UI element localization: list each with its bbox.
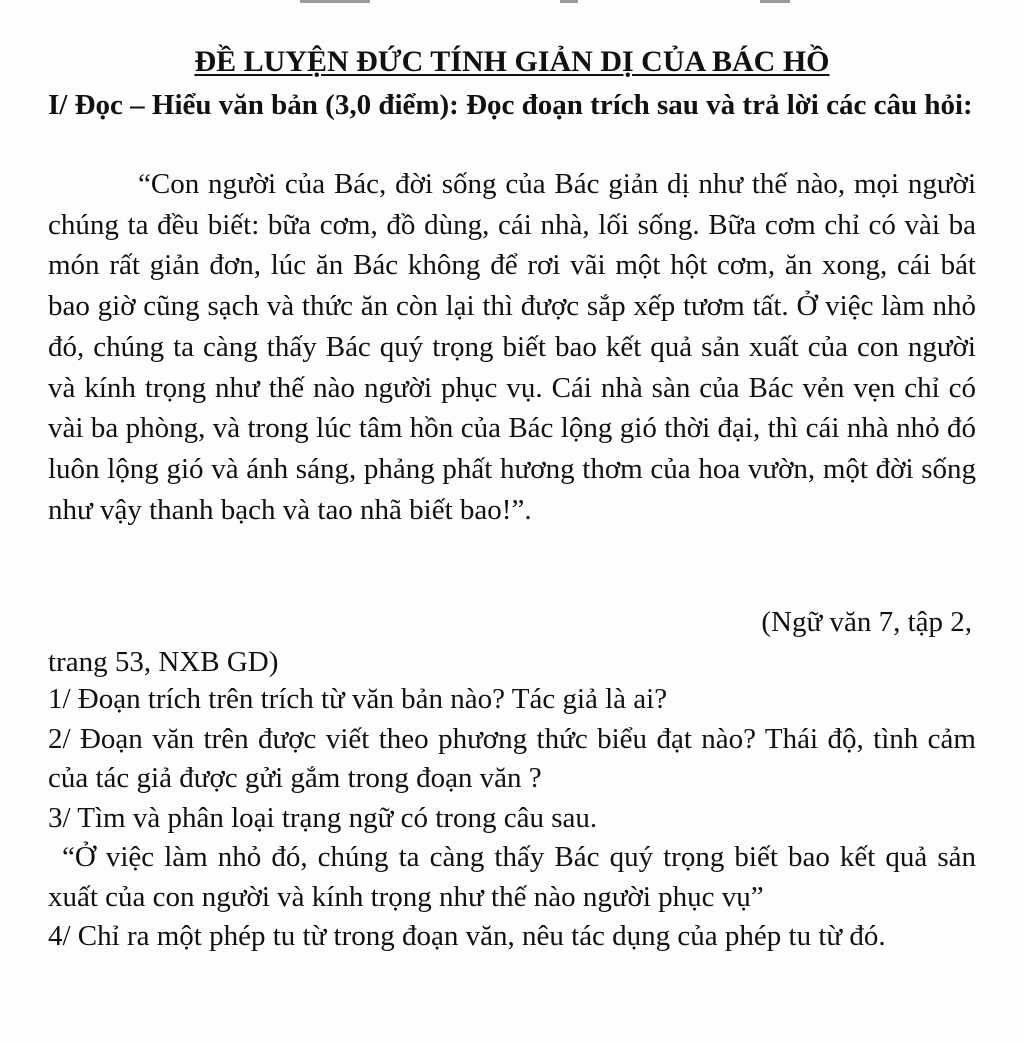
source-citation-line1: (Ngữ văn 7, tập 2, [761, 606, 972, 638]
source-citation-line2: trang 53, NXB GD) [48, 646, 279, 678]
top-edge-mark [760, 0, 790, 3]
quoted-sentence: “Ở việc làm nhỏ đó, chúng ta càng thấy Bác quý trọng biết bao kết quả sản xuất của con người và kính trọng như thế nào người phục vụ” [48, 841, 976, 913]
question-list [48, 680, 976, 957]
reading-passage: “Con người của Bác, đời sống của Bác giản dị như thế nào, mọi người chúng ta đều biết: bữa cơm, đồ dùng, cái nhà, lối sống. Bữa cơm chỉ có vài ba món rất giản đơn, lúc ăn Bác không để rơi vãi một hột cơm, ăn xong, cái bát bao giờ cũng sạch và thức ăn còn lại thì được sắp xếp tươm tất. Ở việc làm nhỏ đó, chúng ta càng thấy Bác quý trọng biết bao kết quả sản xuất của con người và kính trọng như thế nào người phục vụ. Cái nhà sàn của Bác vẻn vẹn chỉ có vài ba phòng, và trong lúc tâm hồn của Bác lộng gió thời đại, thì cái nhà nhỏ đó luôn lộng gió và ánh sáng, phảng phất hương thơm của hoa vườn, một đời sống như vậy thanh bạch và tao nhã biết bao!”. [48, 168, 976, 526]
top-edge-mark [300, 0, 370, 3]
top-edge-mark [560, 0, 578, 3]
question-2: 2/ Đoạn văn trên được viết theo phương thức biểu đạt nào? Thái độ, tình cảm của tác giả được gửi gắm trong đoạn văn ? [48, 722, 976, 794]
section-heading: I/ Đọc – Hiểu văn bản (3,0 điểm): Đọc đoạn trích sau và trả lời các câu hỏi: [48, 89, 973, 121]
question-1: 1/ Đoạn trích trên trích từ văn bản nào? Tác giả là ai? [48, 683, 668, 715]
document-title: ĐỀ LUYỆN ĐỨC TÍNH GIẢN DỊ CỦA BÁC HỒ [194, 45, 830, 78]
question-4: 4/ Chỉ ra một phép tu từ trong đoạn văn, nêu tác dụng của phép tu từ đó. [48, 920, 886, 952]
question-3: 3/ Tìm và phân loại trạng ngữ có trong câu sau. [48, 801, 598, 834]
